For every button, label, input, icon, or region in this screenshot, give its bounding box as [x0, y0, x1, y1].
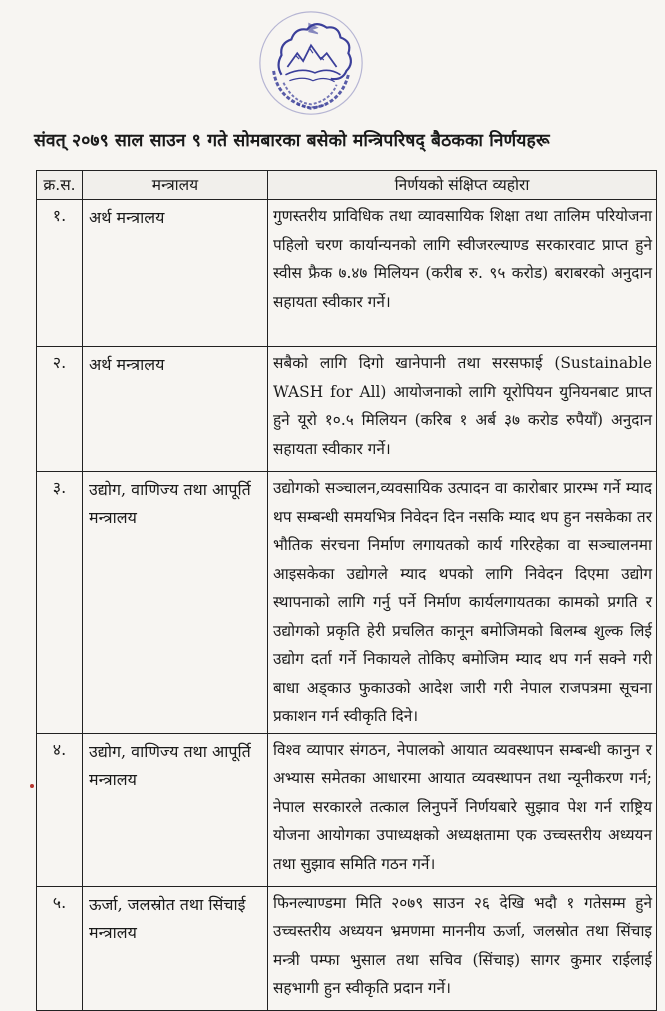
table-header-row [37, 171, 657, 200]
column-header-summary: निर्णयको संक्षिप्त व्यहोरा [268, 171, 657, 200]
serial-number: ५. [37, 886, 83, 1010]
table-row [37, 472, 657, 734]
table-row [37, 347, 657, 472]
column-header-ministry: मन्त्रालय [83, 171, 268, 200]
decision-summary: सबैको लागि दिगो खानेपानी तथा सरसफाई (Sustainable WASH for All) आयोजनाको लागि यूरोपियन युनियनबाट प्राप्त हुने यूरो १०.५ मिलियन (करिब १ अर्ब ३७ करोड रुपैयाँ) अनुदान सहायता स्वीकार गर्ने। [268, 347, 657, 472]
table-row [37, 200, 657, 347]
ministry-name: अर्थ मन्त्रालय [83, 347, 268, 472]
ministry-name: उद्योग, वाणिज्य तथा आपूर्ति मन्त्रालय [83, 733, 268, 886]
decision-summary: गुणस्तरीय प्राविधिक तथा व्यावसायिक शिक्षा तथा तालिम परियोजना पहिलो चरण कार्यान्यनको लागि स्वीजरल्याण्ड सरकारवाट प्राप्त हुने स्वीस फ्रैक ७.४७ मिलियन (करीब रु. ९५ करोड) बराबरको अनुदान सहायता स्वीकार गर्ने। [268, 200, 657, 347]
decision-summary: उद्योगको सञ्चालन,व्यवसायिक उत्पादन वा कारोबार प्रारम्भ गर्ने म्याद थप सम्बन्धी समयभित्र निवेदन दिन नसकि म्याद थप हुन नसकेका तर भौतिक संरचना निर्माण लगायतको कार्य गरिरहेका वा सञ्चालनमा आइसकेका उद्योगले म्याद थपको लागि निवेदन दिएमा उद्योग स्थापनाको लागि गर्नु पर्ने निर्माण कार्यलगायतका कामको प्रगति र उद्योगको प्रकृति हेरी प्रचलित कानून बमोजिमको बिलम्ब शुल्क लिई उद्योग दर्ता गर्ने निकायले तोकिए बमोजिम म्याद थप गर्न सक्ने गरी बाधा अड्काउ फुकाउको आदेश जारी गरी नेपाल राजपत्रमा सूचना प्रकाशन गर्न स्वीकृति दिने। [268, 472, 657, 734]
table-row [37, 733, 657, 886]
decision-summary: विश्व व्यापार संगठन, नेपालको आयात व्यवस्थापन सम्बन्धी कानुन र अभ्यास समेतका आधारमा आयात व्यवस्थापन तथा न्यूनीकरण गर्न; नेपाल सरकारले तत्काल लिनुपर्ने निर्णयबारे सुझाव पेश गर्न राष्ट्रिय योजना आयोगका उपाध्यक्षको अध्यक्षतामा एक उच्चस्तरीय अध्ययन तथा सुझाव समिति गठन गर्ने। [268, 733, 657, 886]
ministry-name: उद्योग, वाणिज्य तथा आपूर्ति मन्त्रालय [83, 472, 268, 734]
serial-number: ४. [37, 733, 83, 886]
ministry-name: ऊर्जा, जलस्रोत तथा सिंचाई मन्त्रालय [83, 886, 268, 1010]
table-row [37, 886, 657, 1010]
ministry-name: अर्थ मन्त्रालय [83, 200, 268, 347]
ink-mark [30, 784, 34, 788]
government-seal-icon [252, 6, 370, 124]
column-header-serial: क्र.स. [37, 171, 83, 200]
page-title: संवत् २०७९ साल साउन ९ गते सोमबारका बसेको मन्त्रिपरिषद् बैठकका निर्णयहरू [34, 131, 550, 151]
serial-number: १. [37, 200, 83, 347]
serial-number: ३. [37, 472, 83, 734]
serial-number: २. [37, 347, 83, 472]
decisions-table [36, 170, 657, 1011]
decision-summary: फिनल्याण्डमा मिति २०७९ साउन २६ देखि भदौ १ गतेसम्म हुने उच्चस्तरीय अध्ययन भ्रमणमा माननीय ऊर्जा, जलस्रोत तथा सिंचाइ मन्त्री पम्फा भुसाल तथा सचिव (सिंचाइ) सागर कुमार राईलाई सहभागी हुन स्वीकृति प्रदान गर्ने। [268, 886, 657, 1010]
